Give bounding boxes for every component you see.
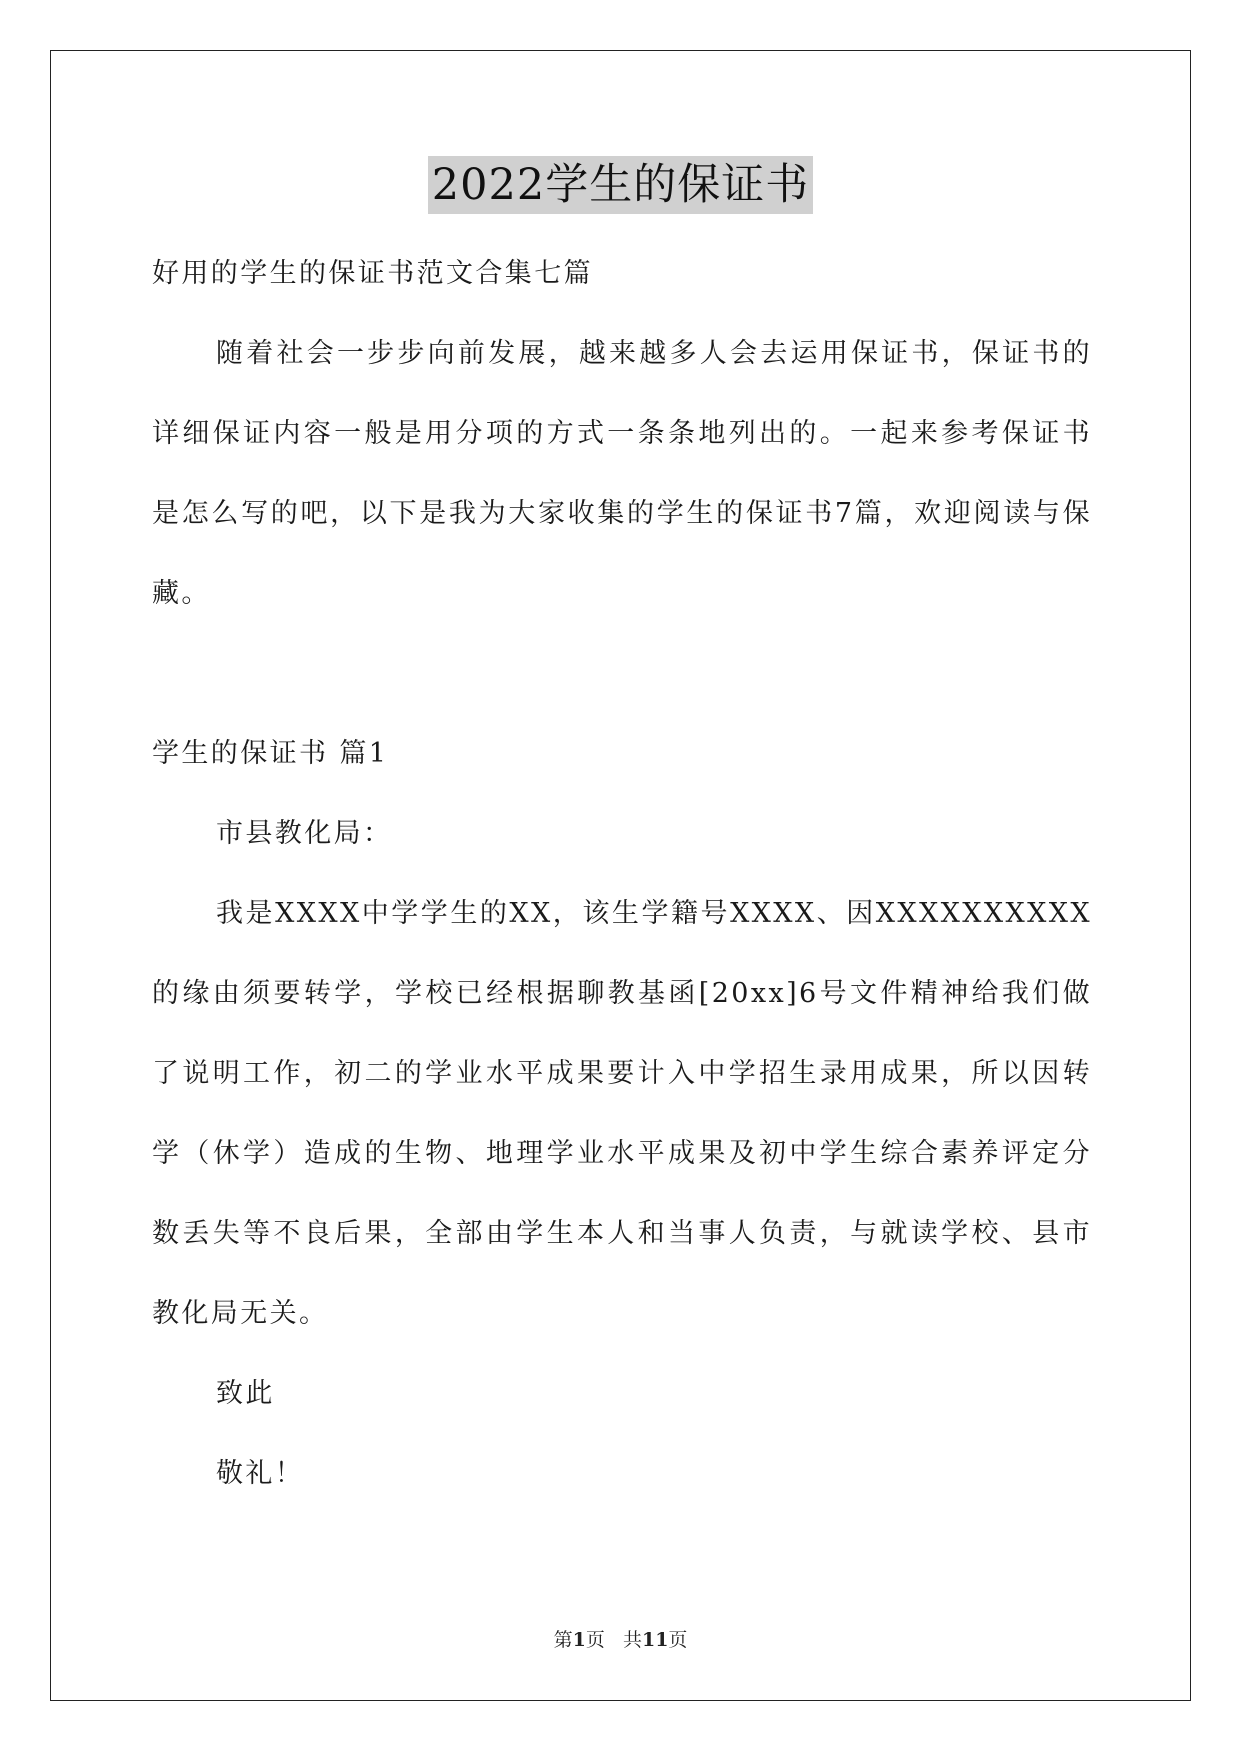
title-wrapper <box>0 156 1241 214</box>
document-title: 2022学生的保证书 <box>428 156 813 214</box>
body-paragraph: 我是XXXX中学学生的XX，该生学籍号XXXX、因XXXXXXXXXX的缘由须要转学，学校已经根据聊教基函[20xx]6号文件精神给我们做了说明工作，初二的学业水平成果要计入中学招生录用成果，所以因转学（休学）造成的生物、地理学业水平成果及初中学生综合素养评定分数丢失等不良后果，全部由学生本人和当事人负责，与就读学校、县市教化局无关。 <box>152 898 1092 1329</box>
total-suffix: 页 <box>668 1629 688 1651</box>
closing-line-2: 敬礼！ <box>216 1458 305 1489</box>
spacer <box>152 634 1092 714</box>
closing-line-1: 致此 <box>216 1378 275 1409</box>
document-body <box>152 234 1092 1514</box>
total-prefix: 共 <box>622 1629 642 1651</box>
subtitle: 好用的学生的保证书范文合集七篇 <box>152 258 593 289</box>
page-footer <box>0 1625 1241 1652</box>
page-number: 1 <box>572 1629 586 1651</box>
section-heading: 学生的保证书 篇1 <box>152 738 389 769</box>
intro-paragraph: 随着社会一步步向前发展，越来越多人会去运用保证书，保证书的详细保证内容一般是用分项的方式一条条地列出的。一起来参考保证书是怎么写的吧，以下是我为大家收集的学生的保证书7篇，欢迎阅读与保藏。 <box>152 338 1092 609</box>
page-suffix: 页 <box>585 1629 605 1651</box>
page-prefix: 第 <box>553 1629 573 1651</box>
salutation: 市县教化局： <box>216 818 393 849</box>
total-pages: 11 <box>641 1629 669 1651</box>
